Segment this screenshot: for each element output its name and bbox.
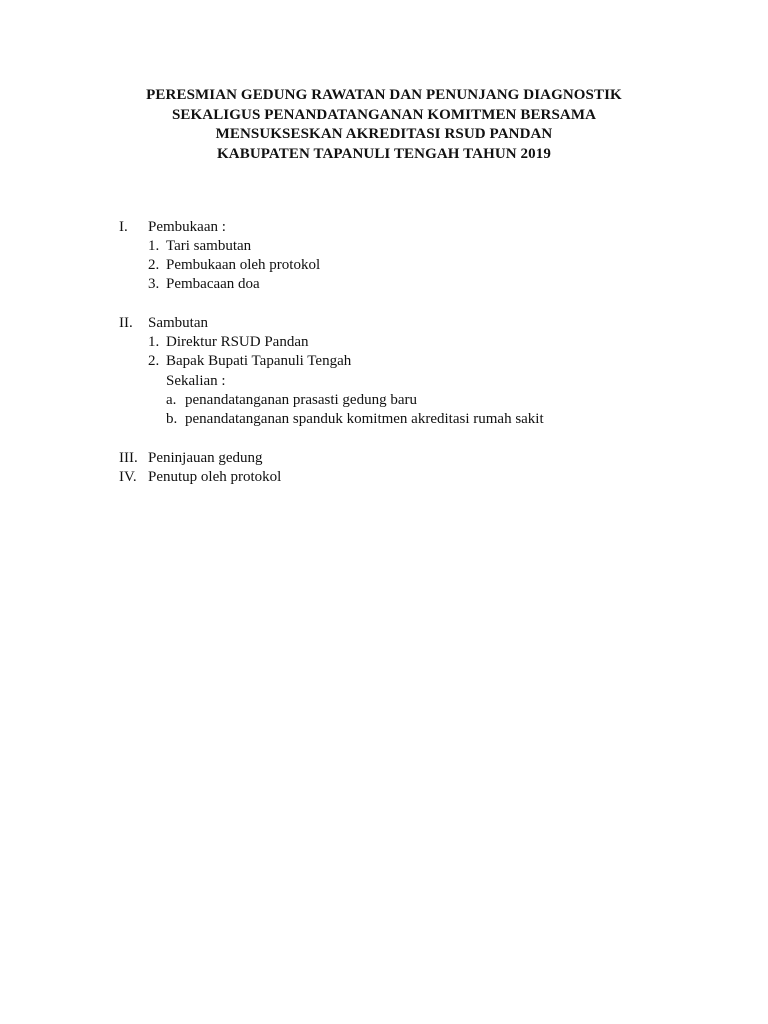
section-label: Pembukaan : xyxy=(148,219,226,235)
agenda-item: Bapak Bupati Tapanuli Tengah xyxy=(166,353,352,369)
section-numeral: IV. xyxy=(119,469,137,485)
sekalian-note: Sekalian : xyxy=(166,373,226,389)
agenda-item: Pembukaan oleh protokol xyxy=(166,257,321,273)
section-label: Sambutan xyxy=(148,315,208,331)
agenda-item: Direktur RSUD Pandan xyxy=(166,334,309,350)
item-number: 1. xyxy=(148,238,160,254)
section-numeral: III. xyxy=(119,450,138,466)
title-line-2: SEKALIGUS PENANDATANGANAN KOMITMEN BERSAMA xyxy=(171,106,597,123)
item-number: 2. xyxy=(148,257,160,273)
title-line-3: MENSUKSESKAN AKREDITASI RSUD PANDAN xyxy=(215,126,553,142)
section-numeral: I. xyxy=(119,219,128,235)
item-number: 1. xyxy=(148,334,160,350)
title-line-1: PERESMIAN GEDUNG RAWATAN DAN PENUNJANG DIAGNOSTIK xyxy=(146,87,622,103)
section-label: Penutup oleh protokol xyxy=(148,469,282,485)
agenda-subitem: penandatanganan spanduk komitmen akreditasi rumah sakit xyxy=(185,411,544,427)
section-label: Peninjauan gedung xyxy=(148,450,263,466)
item-number: 2. xyxy=(148,353,160,369)
subitem-letter: a. xyxy=(166,392,177,408)
title-line-4: KABUPATEN TAPANULI TENGAH TAHUN 2019 xyxy=(217,145,551,162)
agenda-subitem: penandatanganan prasasti gedung baru xyxy=(185,392,417,408)
agenda-item: Tari sambutan xyxy=(166,238,252,254)
item-number: 3. xyxy=(148,276,160,292)
section-numeral: II. xyxy=(119,315,133,331)
subitem-letter: b. xyxy=(166,411,178,427)
agenda-item: Pembacaan doa xyxy=(166,276,260,292)
